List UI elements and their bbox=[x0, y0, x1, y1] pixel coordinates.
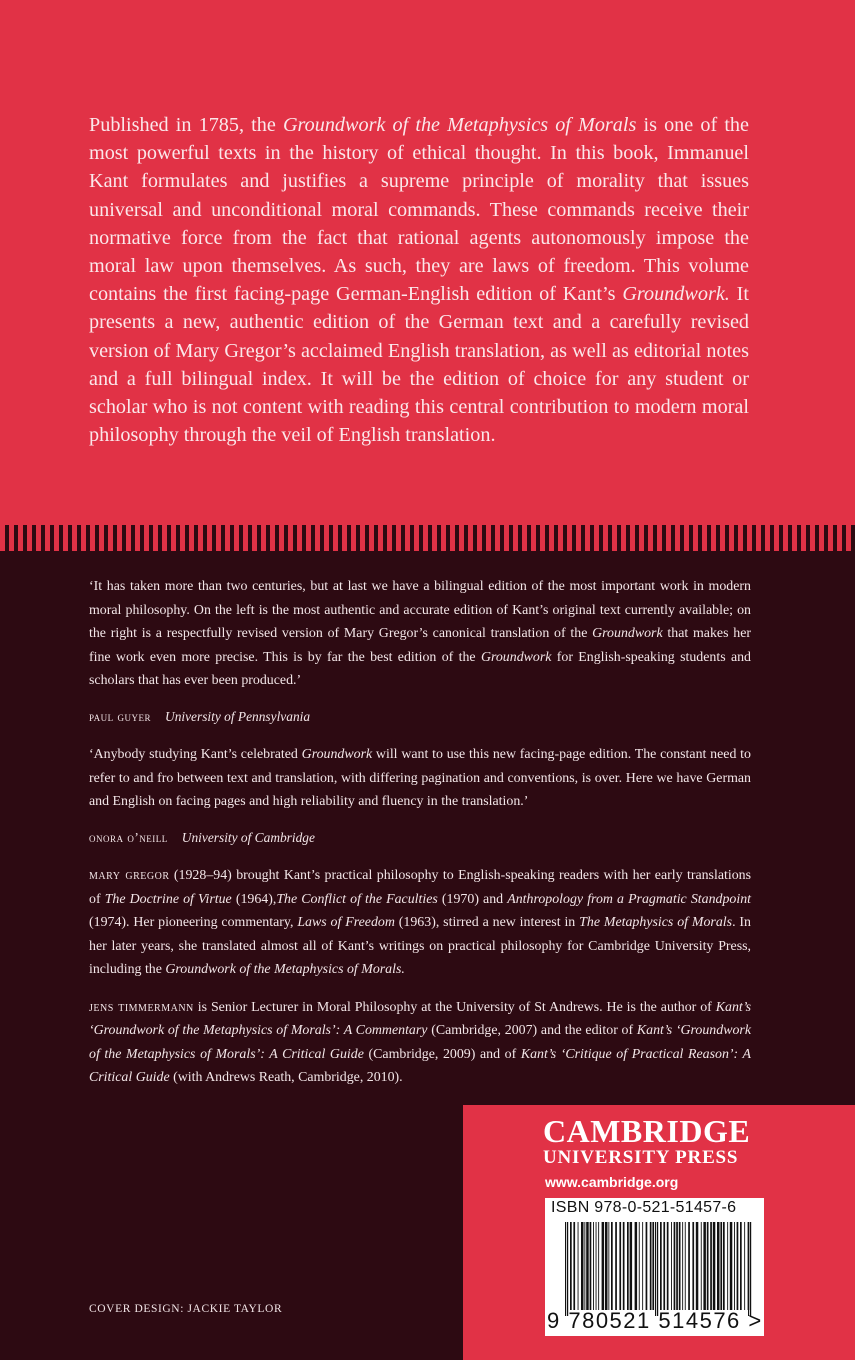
barcode-bar bbox=[667, 1222, 669, 1310]
barcode-bar bbox=[608, 1222, 609, 1310]
barcode-bar bbox=[737, 1222, 739, 1310]
blurb-text-3: It presents a new, authentic edition of the German text and a carefully revised version of Mary Gregor’s acclaimed English translation, as well as editorial notes and a full bilingual index. It will be the edition of choice for any student or scholar who is not content with reading this central contribution to modern moral philosophy through the veil of English translation. bbox=[89, 283, 749, 447]
barcode-bar bbox=[692, 1222, 694, 1310]
barcode-bar bbox=[750, 1222, 751, 1316]
barcode-bar bbox=[652, 1222, 654, 1310]
barcode-bar bbox=[696, 1222, 699, 1310]
blurb-book-title-short: Groundwork. bbox=[622, 283, 730, 306]
barcode-bar bbox=[615, 1222, 617, 1310]
barcode-bar bbox=[707, 1222, 709, 1310]
blurb-text-1: Published in 1785, the bbox=[89, 114, 283, 136]
barcode-bar bbox=[627, 1222, 629, 1310]
blurb-book-title: Groundwork of the Metaphysics of Morals bbox=[282, 114, 637, 136]
reviewer-affiliation: University of Pennsylvania bbox=[165, 708, 311, 724]
barcode-bar bbox=[740, 1222, 742, 1310]
barcode-bar bbox=[717, 1222, 720, 1310]
barcode-bar bbox=[734, 1222, 735, 1310]
barcode-bar bbox=[685, 1222, 686, 1310]
barcode-bar bbox=[602, 1222, 605, 1310]
isbn-label: ISBN 978-0-521-51457-6 bbox=[551, 1199, 737, 1216]
barcode-bar bbox=[584, 1222, 585, 1310]
barcode-bar bbox=[674, 1222, 676, 1310]
barcode-bar bbox=[605, 1222, 608, 1310]
barcode-bar bbox=[567, 1222, 568, 1316]
review-guyer: ‘It has taken more than two centuries, but at last we have a bilingual edition of the most important work in modern moral philosophy. On the left is the most authentic and accurate edition of Kant’s original text currently available; on the right is a respectfully revised version of Mary Gregor’s canonical translation of the Groundwork that makes her fine work even more precise. This is by far the best edition of the Groundwork for English-speaking students and scholars that has ever been produced.’ bbox=[89, 579, 752, 688]
barcode-box bbox=[545, 1198, 764, 1336]
barcode-bar bbox=[590, 1222, 592, 1310]
reviews-and-bios bbox=[89, 575, 751, 1104]
barcode-bar bbox=[730, 1222, 733, 1310]
barcode-bar bbox=[720, 1222, 722, 1310]
barcode-bar bbox=[682, 1222, 683, 1310]
barcode-bar bbox=[570, 1222, 572, 1310]
barcode-digits: 9 780521 514576 > bbox=[547, 1308, 763, 1333]
barcode-bar bbox=[650, 1222, 652, 1310]
barcode-bar bbox=[655, 1222, 656, 1316]
barcode-bar bbox=[748, 1222, 749, 1316]
barcode-bar bbox=[593, 1222, 594, 1310]
barcode-bar bbox=[727, 1222, 728, 1310]
barcode-bar bbox=[646, 1222, 648, 1310]
barcode-bar bbox=[657, 1222, 658, 1316]
barcode-bar bbox=[710, 1222, 712, 1310]
top-red-panel bbox=[0, 0, 855, 525]
blurb-text-2: is one of the most powerful texts in the history of ethical thought. In this book, Immanuel Kant formulates and justifies a supreme principle of morality that issues universal and unconditional moral commands. These commands receive their normative force from the fact that rational agents autonomously impose the moral law upon themselves. As such, they are laws of freedom. This volume contains the first facing-page German-English edition of Kant’s bbox=[89, 114, 749, 306]
barcode-bar bbox=[723, 1222, 725, 1310]
barcode-bar bbox=[630, 1222, 633, 1310]
publisher-subtitle: UNIVERSITY PRESS bbox=[543, 1147, 739, 1168]
publisher-url: www.cambridge.org bbox=[545, 1174, 679, 1190]
book-description bbox=[89, 111, 749, 449]
bio-name: mary gregor bbox=[89, 868, 170, 883]
barcode-bar bbox=[598, 1222, 599, 1310]
reviewer-affiliation: University of Cambridge bbox=[181, 829, 315, 845]
barcode-bar bbox=[688, 1222, 690, 1310]
striped-divider bbox=[0, 525, 855, 551]
reviewer-name: onora o’neill bbox=[89, 829, 168, 845]
barcode-bar bbox=[676, 1222, 678, 1310]
barcode-bar bbox=[635, 1222, 638, 1310]
reviewer-oneill bbox=[89, 826, 751, 850]
reviewer-guyer bbox=[89, 705, 751, 729]
review-oneill: ‘Anybody studying Kant’s celebrated Groundwork will want to use this new facing-page edition. The constant need to refer to and fro between text and translation, with differing pagination and conventions, is over. Here we have German and English on facing pages and high reliability and fluency in the translation.’ bbox=[89, 747, 751, 809]
bio-mary-gregor: mary gregor (1928–94) brought Kant’s practical philosophy to English-speaking readers with her early translations of The Doctrine of Virtue (1964),The Conflict of the Faculties (1970) and Anthropology from a Pragmatic Standpoint (1974). Her pioneering commentary, Laws of Freedom (1963), stirred a new interest in The Metaphysics of Morals. In her later years, she translated almost all of Kant’s writings on practical philosophy for Cambridge University Press, including the Groundwork of the Metaphysics of Morals. bbox=[89, 868, 752, 977]
bio-name: jens timmermann bbox=[89, 999, 194, 1015]
barcode-bar bbox=[573, 1222, 575, 1310]
barcode-bar bbox=[586, 1222, 589, 1310]
barcode-bar bbox=[596, 1222, 597, 1310]
publisher-block bbox=[463, 1105, 855, 1360]
barcode-bar bbox=[744, 1222, 745, 1310]
barcode-bar bbox=[619, 1222, 621, 1310]
barcode-bar bbox=[639, 1222, 640, 1310]
barcode-bar bbox=[565, 1222, 566, 1316]
reviewer-name: paul guyer bbox=[89, 708, 152, 724]
barcode-bar bbox=[642, 1222, 643, 1310]
barcode-bar bbox=[660, 1222, 662, 1310]
barcode-bar bbox=[671, 1222, 672, 1310]
cover-design-credit: COVER DESIGN: JACKIE TAYLOR bbox=[89, 1303, 283, 1315]
barcode-bar bbox=[701, 1222, 702, 1310]
publisher-name: CAMBRIDGE bbox=[543, 1113, 751, 1149]
barcode-bar bbox=[581, 1222, 584, 1310]
barcode-bar bbox=[703, 1222, 706, 1310]
barcode-bar bbox=[679, 1222, 681, 1310]
barcode-bar bbox=[611, 1222, 613, 1310]
barcode-bar bbox=[663, 1222, 665, 1310]
barcode-bar bbox=[713, 1222, 716, 1310]
barcode-bar bbox=[578, 1222, 579, 1310]
barcode-bar bbox=[623, 1222, 625, 1310]
bio-jens-timmermann: jens timmermann is Senior Lecturer in Moral Philosophy at the University of St Andrews. He is the author of Kant’s ‘Groundwork of the Metaphysics of Morals’: A Commentary (Cambridge, 2007) and the editor of Kant’s ‘Groundwork of the Metaphysics of Morals’: A Critical Guide (Cambridge, 2009) and of Kant’s ‘Critique of Practical Reason’: A Critical Guide (with Andrews Reath, Cambridge, 2010). bbox=[89, 999, 751, 1085]
